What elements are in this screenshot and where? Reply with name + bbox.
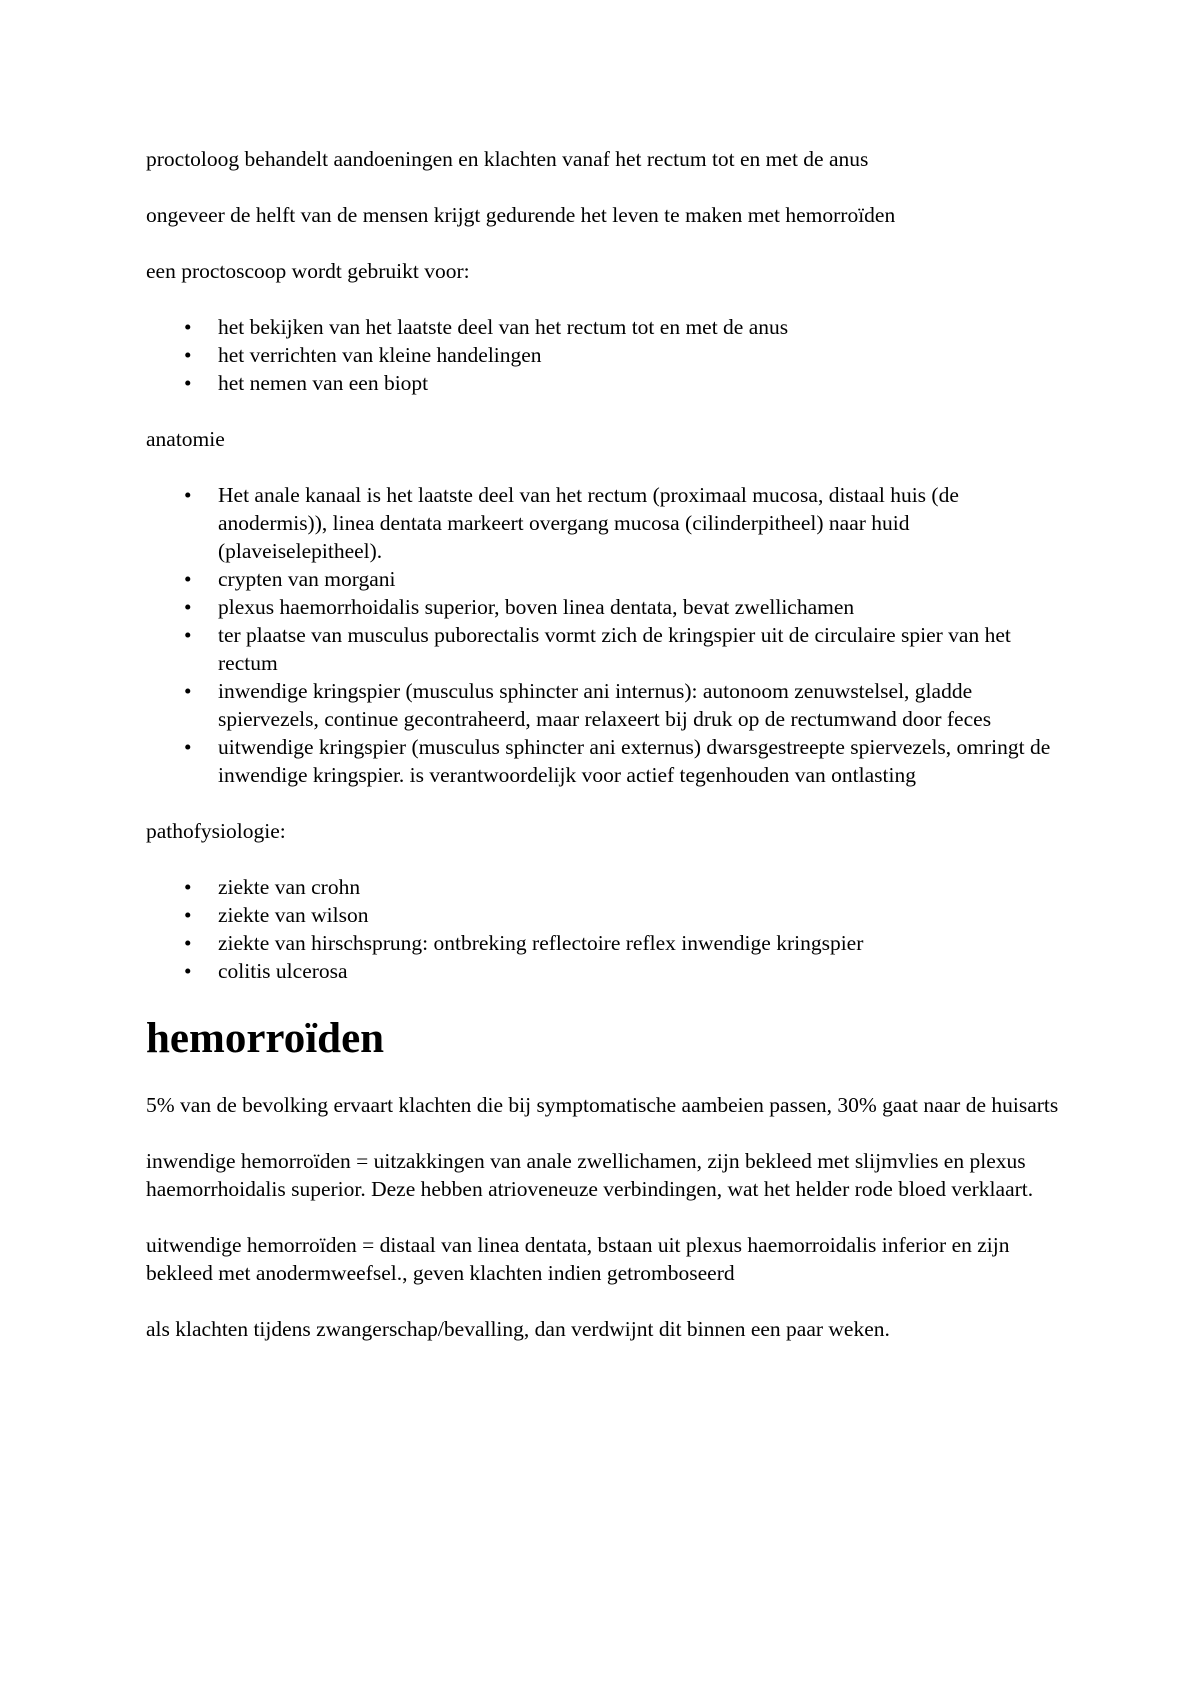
anatomie-list — [146, 481, 1066, 789]
heading-hemorroiden: hemorroïden — [146, 1015, 385, 1062]
list-item: • het bekijken van het laatste deel van het rectum tot en met de anus — [218, 313, 1066, 341]
list-item: • plexus haemorrhoidalis superior, boven linea dentata, bevat zwellichamen — [218, 593, 1066, 621]
list-item: • ziekte van crohn — [218, 873, 1066, 901]
list-item: • het verrichten van kleine handelingen — [218, 341, 1066, 369]
section-label-anatomie: anatomie — [146, 427, 225, 451]
intro-paragraph-proctoscoop: een proctoscoop wordt gebruikt voor: — [146, 259, 470, 283]
list-item: • colitis ulcerosa — [218, 957, 1066, 985]
document-page — [146, 145, 1066, 1371]
intro-paragraph-helft: ongeveer de helft van de mensen krijgt gedurende het leven te maken met hemorroïden — [146, 203, 896, 227]
hemorroiden-paragraph-inwendig: inwendige hemorroïden = uitzakkingen van anale zwellichamen, zijn bekleed met slijmvlies en plexus haemorrhoidalis superior. Deze hebben atrioveneuze verbindingen, wat het helder rode bloed verklaart. — [146, 1149, 1034, 1201]
hemorroiden-paragraph-prevalence: 5% van de bevolking ervaart klachten die bij symptomatische aambeien passen, 30% gaat naar de huisarts — [146, 1093, 1059, 1117]
hemorroiden-paragraph-uitwendig: uitwendige hemorroïden = distaal van linea dentata, bstaan uit plexus haemorroidalis inferior en zijn bekleed met anodermweefsel., geven klachten indien getromboseerd — [146, 1233, 1010, 1285]
list-item: • uitwendige kringspier (musculus sphincter ani externus) dwarsgestreepte spiervezels, omringt de inwendige kringspier. is verantwoordelijk voor actief tegenhouden van ontlasting — [218, 733, 1066, 789]
list-item: • inwendige kringspier (musculus sphincter ani internus): autonoom zenuwstelsel, gladde spiervezels, continue gecontraheerd, maar relaxeert bij druk op de rectumwand door feces — [218, 677, 1066, 733]
section-label-pathofysiologie: pathofysiologie: — [146, 819, 286, 843]
hemorroiden-paragraph-zwangerschap: als klachten tijdens zwangerschap/bevalling, dan verdwijnt dit binnen een paar weken. — [146, 1317, 890, 1341]
list-item: • crypten van morgani — [218, 565, 1066, 593]
intro-paragraph-proctoloog: proctoloog behandelt aandoeningen en klachten vanaf het rectum tot en met de anus — [146, 147, 869, 171]
list-item: • ziekte van wilson — [218, 901, 1066, 929]
list-item: • Het anale kanaal is het laatste deel van het rectum (proximaal mucosa, distaal huis (de anodermis)), linea dentata markeert overgang mucosa (cilinderpitheel) naar huid (plaveiselepitheel). — [218, 481, 1066, 565]
proctoscoop-uses-list — [146, 313, 1066, 397]
list-item: • ziekte van hirschsprung: ontbreking reflectoire reflex inwendige kringspier — [218, 929, 1066, 957]
pathofysiologie-list — [146, 873, 1066, 985]
list-item: • het nemen van een biopt — [218, 369, 1066, 397]
list-item: • ter plaatse van musculus puborectalis vormt zich de kringspier uit de circulaire spier van het rectum — [218, 621, 1066, 677]
